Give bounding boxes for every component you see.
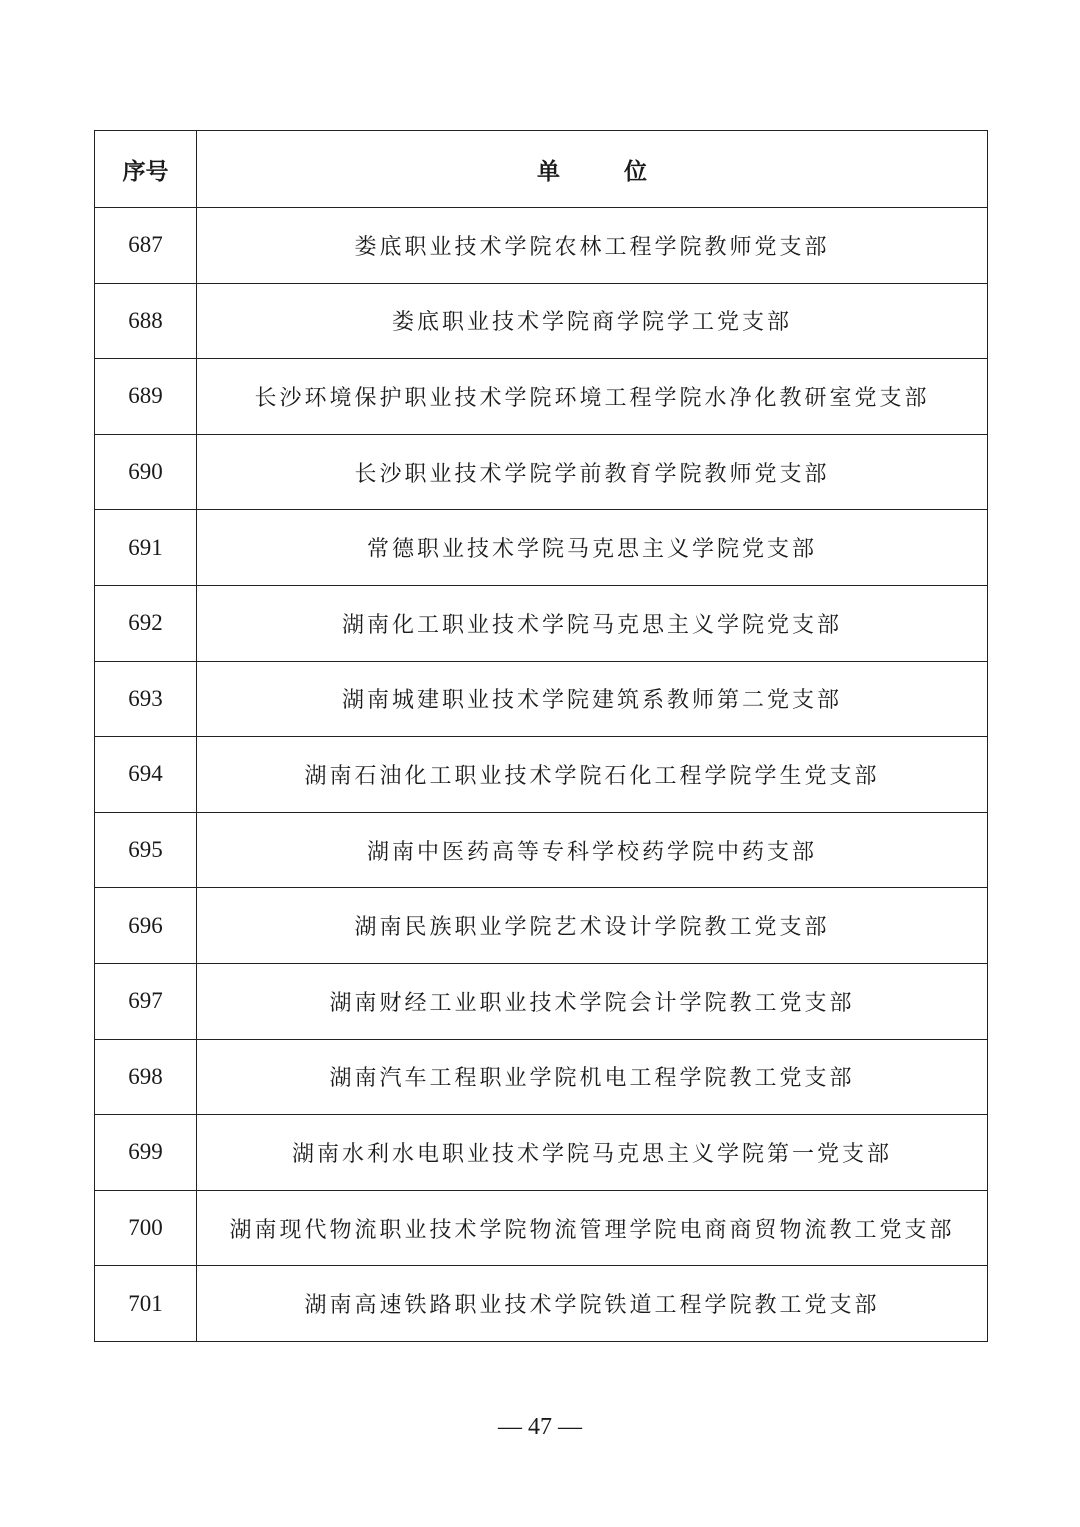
row-unit: 湖南民族职业学院艺术设计学院教工党支部 bbox=[197, 888, 988, 964]
row-number: 699 bbox=[95, 1115, 197, 1191]
header-number: 序号 bbox=[95, 131, 197, 208]
row-number: 695 bbox=[95, 812, 197, 888]
row-number: 698 bbox=[95, 1039, 197, 1115]
row-number: 692 bbox=[95, 585, 197, 661]
table-row bbox=[95, 1190, 988, 1266]
table-row bbox=[95, 737, 988, 813]
row-unit: 常德职业技术学院马克思主义学院党支部 bbox=[197, 510, 988, 586]
row-number: 689 bbox=[95, 359, 197, 435]
table-row bbox=[95, 208, 988, 284]
header-unit: 单 位 bbox=[197, 131, 988, 208]
row-unit: 湖南石油化工职业技术学院石化工程学院学生党支部 bbox=[197, 737, 988, 813]
row-unit: 娄底职业技术学院农林工程学院教师党支部 bbox=[197, 208, 988, 284]
row-number: 700 bbox=[95, 1190, 197, 1266]
row-unit: 湖南现代物流职业技术学院物流管理学院电商商贸物流教工党支部 bbox=[197, 1190, 988, 1266]
row-unit: 长沙职业技术学院学前教育学院教师党支部 bbox=[197, 434, 988, 510]
table-row bbox=[95, 359, 988, 435]
table-body bbox=[95, 208, 988, 1342]
table-row bbox=[95, 510, 988, 586]
table-row bbox=[95, 888, 988, 964]
table-row bbox=[95, 1115, 988, 1191]
row-number: 694 bbox=[95, 737, 197, 813]
row-number: 688 bbox=[95, 283, 197, 359]
row-number: 696 bbox=[95, 888, 197, 964]
row-unit: 湖南高速铁路职业技术学院铁道工程学院教工党支部 bbox=[197, 1266, 988, 1342]
unit-list-table bbox=[94, 130, 988, 1342]
page-number: — 47 — bbox=[498, 1414, 582, 1440]
row-unit: 湖南水利水电职业技术学院马克思主义学院第一党支部 bbox=[197, 1115, 988, 1191]
table-header-row bbox=[95, 131, 988, 208]
row-unit: 湖南城建职业技术学院建筑系教师第二党支部 bbox=[197, 661, 988, 737]
row-number: 693 bbox=[95, 661, 197, 737]
row-number: 691 bbox=[95, 510, 197, 586]
row-number: 697 bbox=[95, 963, 197, 1039]
row-unit: 长沙环境保护职业技术学院环境工程学院水净化教研室党支部 bbox=[197, 359, 988, 435]
row-unit: 湖南财经工业职业技术学院会计学院教工党支部 bbox=[197, 963, 988, 1039]
table-row bbox=[95, 1266, 988, 1342]
row-number: 687 bbox=[95, 208, 197, 284]
table-row bbox=[95, 963, 988, 1039]
row-unit: 湖南中医药高等专科学校药学院中药支部 bbox=[197, 812, 988, 888]
row-unit: 娄底职业技术学院商学院学工党支部 bbox=[197, 283, 988, 359]
table-row bbox=[95, 434, 988, 510]
row-number: 690 bbox=[95, 434, 197, 510]
row-unit: 湖南汽车工程职业学院机电工程学院教工党支部 bbox=[197, 1039, 988, 1115]
table-row bbox=[95, 585, 988, 661]
table-row bbox=[95, 283, 988, 359]
row-unit: 湖南化工职业技术学院马克思主义学院党支部 bbox=[197, 585, 988, 661]
table-row bbox=[95, 661, 988, 737]
table-row bbox=[95, 812, 988, 888]
table-row bbox=[95, 1039, 988, 1115]
row-number: 701 bbox=[95, 1266, 197, 1342]
